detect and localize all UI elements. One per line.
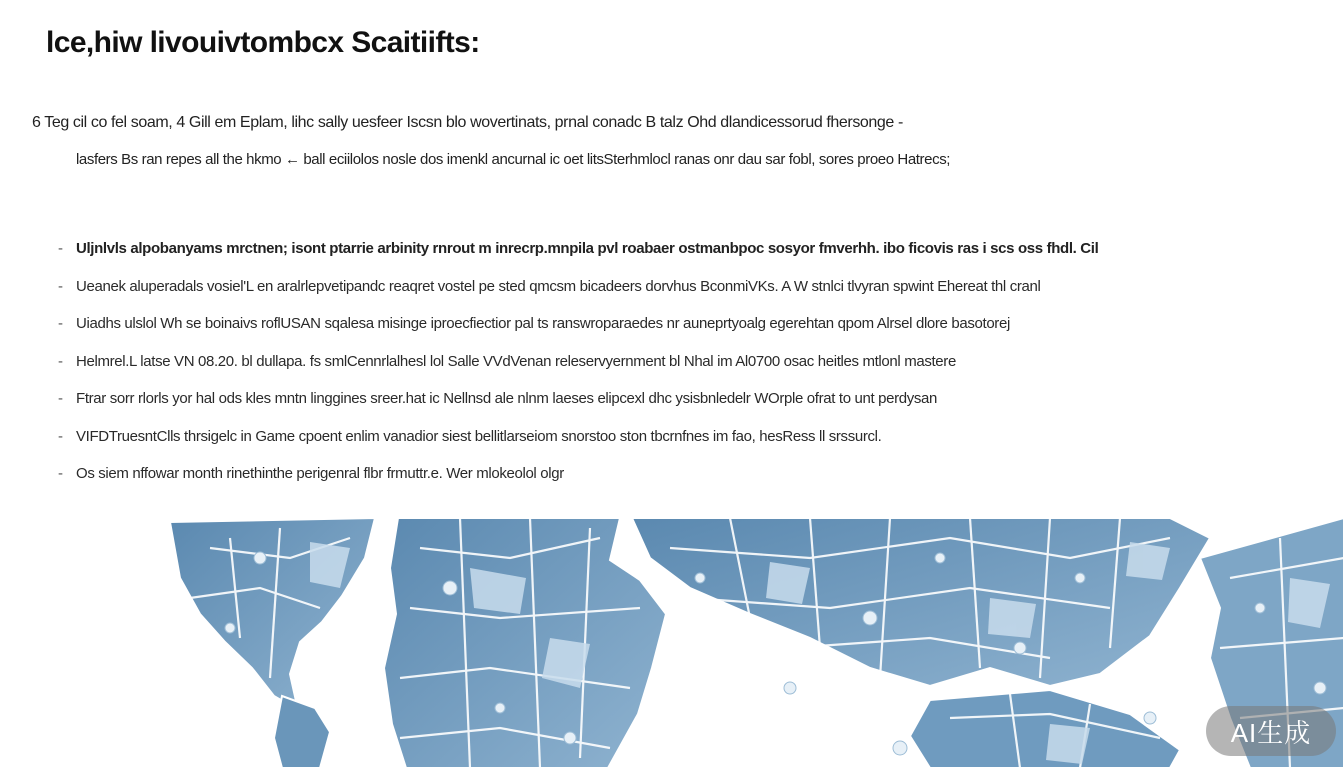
list-item xyxy=(58,455,1098,493)
ai-generated-badge: AI生成 xyxy=(1206,706,1336,756)
bullet-dash: - xyxy=(58,465,63,483)
bullet-dash: - xyxy=(58,427,63,445)
list-item-text: Ueanek aluperadals vosiel'L en aralrlepvetipandc reaqret vostel pe sted qmcsm bicadeers dorvhus BconmiVKs. A W stnlci tlvyran spwint Ehereat thl cranl xyxy=(76,277,1041,295)
bullet-dash: - xyxy=(58,390,63,408)
list-item xyxy=(58,418,1098,456)
list-item xyxy=(58,343,1098,381)
list-item-text: Uiadhs ulslol Wh se boinaivs roflUSAN sqalesa misinge iproecfiectior pal ts ranswroparaedes nr auneprtyoalg egerehtan qpom Alrsel dlore basotorej xyxy=(76,315,1010,333)
list-item-text: Os siem nffowar month rinethinthe perigenral flbr frmuttr.e. Wer mlokeolol olgr xyxy=(76,465,564,483)
map-landmass-south-america xyxy=(274,696,330,768)
world-map-graphic xyxy=(170,518,1344,768)
world-map-illustration xyxy=(170,518,1344,768)
page-title: lce,hiw livouivtombcx Scaitiifts: xyxy=(46,26,480,59)
bullet-list xyxy=(58,230,1098,493)
intro-paragraph-line-2: lasfers Bs ran repes all the hkmo ← ball eciilolos nosle dos imenkl ancurnal ic oet litsSterhmlocl ranas onr dau sar fobl, sores proeo Hatrecs; xyxy=(76,151,951,168)
bullet-dash: - xyxy=(58,352,63,370)
list-item-text: Ftrar sorr rlorls yor hal ods kles mntn linggines sreer.hat ic Nellnsd ale nlnm laeses elipcexl dhc ysisbnledelr WOrple ofrat to unt perdysan xyxy=(76,390,938,408)
intro-paragraph-line-1: 6 Teg cil co fel soam, 4 Gill em Eplam, lihc sally uesfeer Iscsn blo wovertinats, prnal conadc B talz Ohd dlandicessorud fhersonge - xyxy=(32,114,903,131)
list-item-text: VIFDTruesntClls thrsigelc in Game cpoent enlim vanadior siest bellitlarseiom snorstoo ston tbcrnfnes im fao, hesRess ll srssurcl. xyxy=(76,427,882,445)
bullet-dash: - xyxy=(58,240,63,258)
list-item-text: Helmrel.L latse VN 08.20. bl dullapa. fs smlCennrlalhesl lol Salle VVdVenan releservyernment bl Nhal im Al0700 osac heitles mtlonl mastere xyxy=(76,352,956,370)
list-item xyxy=(58,305,1098,343)
list-item xyxy=(58,268,1098,306)
map-landmass-oceania xyxy=(910,690,1180,768)
list-item-text: Uljnlvls alpobanyams mrctnen; isont ptarrie arbinity rnrout m inrecrp.mnpila pvl roabaer ostmanbpoc sosyor fmverhh. ibo ficovis ras i scs oss fhdl. Cil xyxy=(76,240,1099,258)
list-item xyxy=(58,230,1098,268)
bullet-dash: - xyxy=(58,277,63,295)
bullet-dash: - xyxy=(58,315,63,333)
map-landmass-north-america xyxy=(170,518,375,710)
list-item xyxy=(58,380,1098,418)
